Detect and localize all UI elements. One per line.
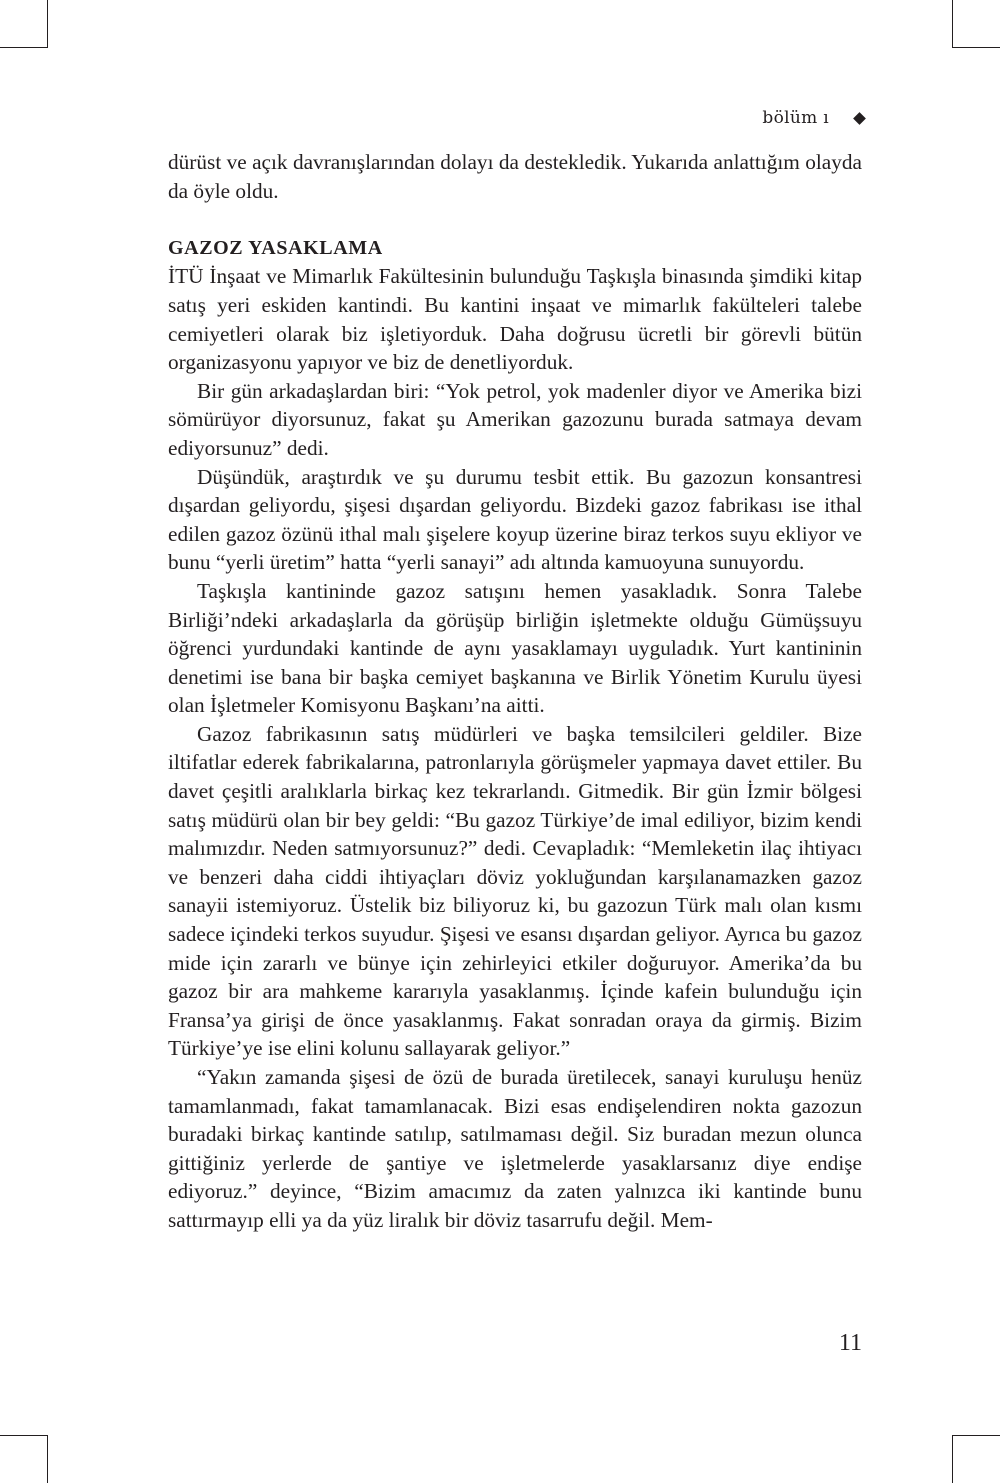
section-heading: GAZOZ YASAKLAMA: [168, 236, 383, 259]
paragraph: Gazoz fabrikasının satış müdürleri ve başka temsilcileri geldiler. Bize iltifatlar ederek fabrikalarına, patronlarıyla görüşmeler yapmaya davet ettiler. Bu davet çeşitli aralıklarla birkaç kez tekrarlandı. Gitmedik. Bir gün İzmir bölgesi satış müdürü olan bir bey geldi: “Bu gazoz Türkiye’de imal ediliyor, bizim kendi malımızdır. Neden satmıyorsunuz?” dedi. Cevapladık: “Memleketin ilaç ihtiyacı ve benzeri daha ciddi ihtiyaçları döviz yokluğundan karşılanamazken gazoz sanayii istemiyoruz. Üstelik biz biliyoruz ki, bu gazozun Türk malı olan kısmı sadece içindeki terkos suyudur. Şişesi ve esansı dışardan geliyor. Ayrıca bu gazoz mide için zararlı ve bünye için zehirleyici etkiler doğuruyor. Amerika’da bu gazoz bir ara mahkeme kararıyla yasaklanmış. İçinde kafein bulunduğu için Fransa’ya girişi de önce yasaklanmış. Fakat sonradan oraya da girmiş. Bizim Türkiye’ye ise elini kolunu sallayarak geliyor.”: [168, 721, 862, 1061]
crop-mark: [47, 1435, 48, 1483]
diamond-icon: [853, 112, 866, 125]
paragraph: Bir gün arkadaşlardan biri: “Yok petrol, yok madenler diyor ve Amerika bizi sömürüyor diyorsunuz, fakat şu Amerikan gazozunu burada satmaya devam ediyorsunuz” dedi.: [168, 378, 862, 460]
crop-mark: [952, 47, 1000, 48]
paragraph: “Yakın zamanda şişesi de özü de burada üretilecek, sanayi kuruluşu henüz tamamlanmadı, fakat tamamlanacak. Bizi esas endişelendiren nokta gazozun buradaki birkaç kantinde satılıp, satılmaması değil. Siz buradan mezun olunca gittiğiniz yerlerde de şantiye ve işletmelerde yasaklarsanız diye endişe ediyoruz.” deyince, “Bizim amacımız da zaten yalnızca iki kantinde bunu sattırmayıp elli ya da yüz liralık bir döviz tasarrufu değil. Mem-: [168, 1065, 862, 1232]
running-head: [762, 108, 864, 128]
crop-mark: [952, 1435, 953, 1483]
crop-mark: [47, 0, 48, 48]
paragraph: Düşündük, araştırdık ve şu durumu tesbit ettik. Bu gazozun konsantresi dışardan geliyordu, şişesi dışardan geliyordu. Bizdeki gazoz fabrikası ise ithal edilen gazoz özünü ithal malı şişelere koyup üzerine biraz terkos suyu ekliyor ve bunu “yerli üretim” hatta “yerli sanayi” adı altında kamuoyuna sunuyordu.: [168, 464, 862, 575]
body-text: [168, 148, 862, 1235]
crop-mark: [0, 1435, 48, 1436]
paragraph: İTÜ İnşaat ve Mimarlık Fakültesinin bulunduğu Taşkışla binasında şimdiki kitap satış yeri eskiden kantindi. Bu kantini inşaat ve mimarlık fakülteleri talebe cemiyetleri olarak biz işletiyorduk. Daha doğrusu ücretli bir görevli bütün organizasyonu yapıyor ve biz de denetliyorduk.: [168, 264, 862, 375]
crop-mark: [952, 0, 953, 48]
opening-paragraph: dürüst ve açık davranışlarından dolayı da destekledik. Yukarıda anlattığım olayda da öyle oldu.: [168, 150, 862, 203]
page-number: 11: [838, 1330, 862, 1356]
crop-mark: [0, 47, 48, 48]
paragraph: Taşkışla kantininde gazoz satışını hemen yasakladık. Sonra Talebe Birliği’ndeki arkadaşlarla da görüşüp birliğin işletmekte olduğu Gümüşsuyu öğrenci yurdundaki kantinde de aynı yasaklamayı uyguladık. Yurt kantininin denetimi ise bana bir başka cemiyet başkanına ve Birlik Yönetim Kurulu üyesi olan İşletmeler Komisyonu Başkanı’na aitti.: [168, 578, 862, 718]
crop-mark: [952, 1435, 1000, 1436]
chapter-label: bölüm ı: [762, 108, 829, 128]
